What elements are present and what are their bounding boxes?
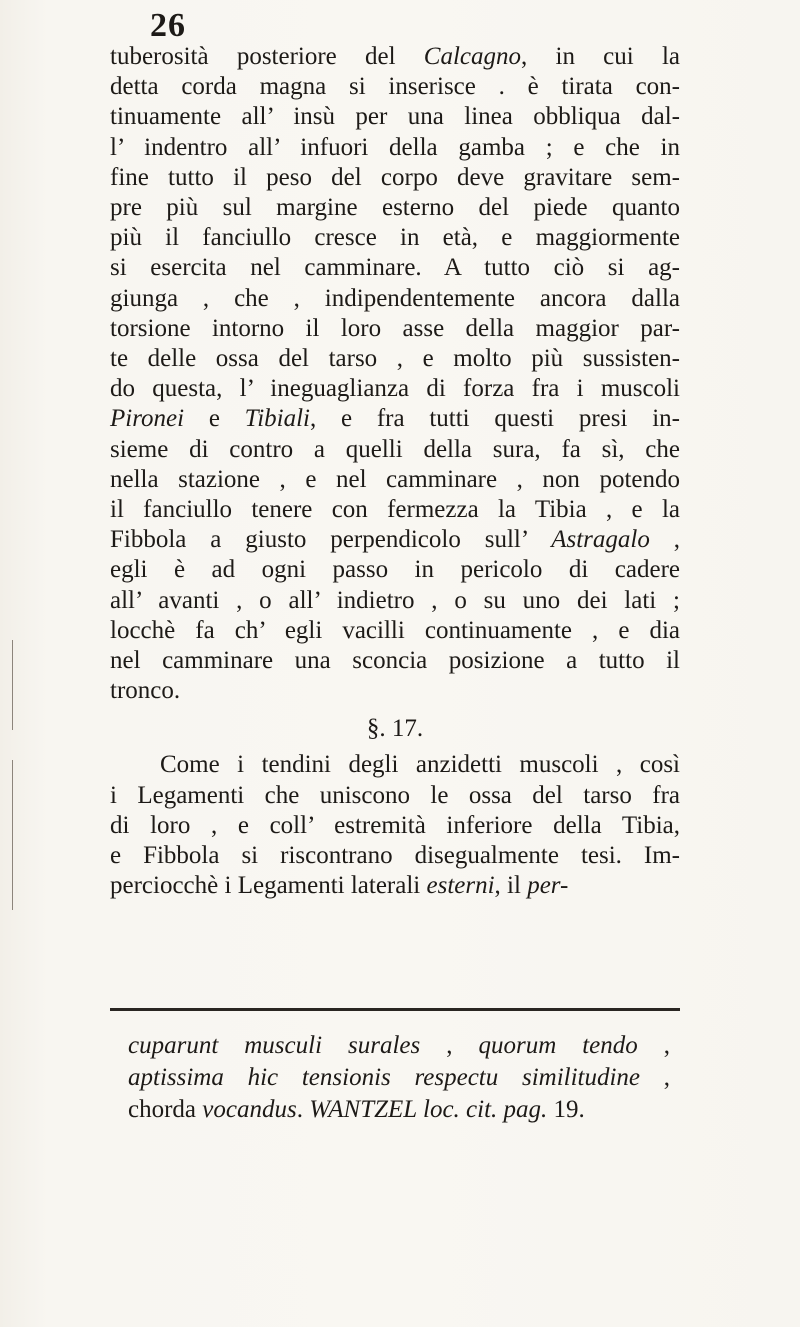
text-line: si esercita nel camminare. A tutto ciò si ag-	[110, 254, 680, 282]
text-line: locchè fa ch’ egli vacilli continuamente , e dia	[110, 616, 680, 644]
text-line: te delle ossa del tarso , e molto più sussisten-	[110, 345, 680, 373]
text-line: nella stazione , e nel camminare , non potendo	[110, 465, 680, 493]
text-line: Fibbola a giusto perpendicolo sull’ Astragalo ,	[110, 526, 680, 554]
text-line: detta corda magna si inserisce . è tirata con-	[110, 73, 680, 101]
second-paragraph	[110, 750, 680, 901]
text-line: torsione intorno il loro asse della maggior par-	[110, 314, 680, 342]
text-line: il fanciullo tenere con fermezza la Tibia , e la	[110, 496, 680, 524]
text-line: do questa, l’ ineguaglianza di forza fra i muscoli	[110, 375, 680, 403]
page-edge-mark	[0, 760, 13, 910]
section-heading: §. 17.	[366, 715, 424, 743]
text-line: l’ indentro all’ infuori della gamba ; e che in	[110, 133, 680, 161]
text-line: tinuamente all’ insù per una linea obbliqua dal-	[110, 103, 680, 131]
text-line: all’ avanti , o all’ indietro , o su uno dei lati ;	[110, 586, 680, 614]
text-line: cuparunt musculi surales , quorum tendo ,	[128, 1032, 671, 1059]
text-line: sieme di contro a quelli della sura, fa sì, che	[110, 435, 680, 463]
text-line: tuberosità posteriore del Calcagno, in cui la	[110, 43, 680, 70]
text-line: Pironei e Tibiali, e fra tutti questi presi in-	[110, 405, 680, 433]
page-edge-mark	[0, 640, 13, 730]
text-line: aptissima hic tensionis respectu similitudine ,	[128, 1064, 670, 1091]
text-line: pre più sul margine esterno del piede quanto	[110, 194, 680, 222]
text-line: Come i tendini degli anzidetti muscoli , così	[160, 751, 680, 779]
text-line: perciocchè i Legamenti laterali esterni, il per-	[110, 872, 569, 900]
body-text	[110, 42, 680, 901]
main-paragraph	[110, 42, 680, 706]
text-line: fine tutto il peso del corpo deve gravitare sem-	[110, 163, 680, 191]
page-number: 26	[150, 7, 186, 44]
text-line: chorda vocandus. WANTZEL loc. cit. pag. 19.	[128, 1096, 585, 1123]
footnote-rule	[110, 1008, 680, 1011]
text-line: tronco.	[110, 677, 181, 705]
text-line: e Fibbola si riscontrano disegualmente tesi. Im-	[110, 842, 680, 870]
text-line: giunga , che , indipendentemente ancora dalla	[110, 284, 680, 312]
footnote	[128, 1030, 670, 1126]
text-line: più il fanciullo cresce in età, e maggiormente	[110, 224, 680, 252]
text-line: egli è ad ogni passo in pericolo di cadere	[110, 556, 680, 584]
text-line: nel camminare una sconcia posizione a tutto il	[110, 647, 680, 675]
text-line: i Legamenti che uniscono le ossa del tarso fra	[110, 781, 680, 809]
text-line: di loro , e coll’ estremità inferiore della Tibia,	[110, 811, 680, 839]
